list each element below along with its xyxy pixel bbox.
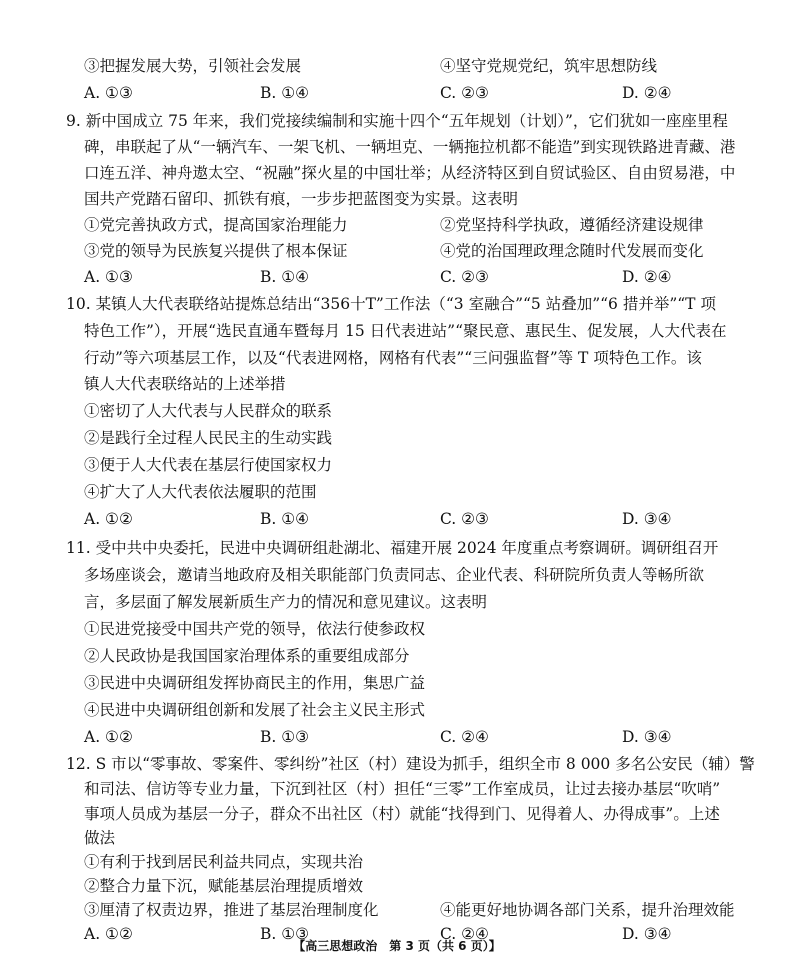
q9-answer-d: D. ②④ (622, 268, 672, 286)
q9-stem-line-3: 口连五洋、神舟遨太空、“祝融”探火星的中国壮举；从经济特区到自贸试验区、自由贸易港，中 (84, 164, 736, 182)
q12-answer-d: D. ③④ (622, 925, 672, 943)
q9-stem-line-1: 9. 新中国成立 75 年来，我们党接续编制和实施十四个“五年规划（计划）”，它们犹如一座座里程 (66, 112, 728, 130)
q12-option-3: ③厘清了权责边界，推进了基层治理制度化 (84, 901, 379, 919)
q10-stem-line-2: 特色工作”），开展“选民直通车暨每月 15 日代表进站”“聚民意、惠民生、促发展，人大代表在 (84, 322, 727, 340)
q11-option-4: ④民进中央调研组创新和发展了社会主义民主形式 (84, 701, 426, 719)
q10-option-1: ①密切了人大代表与人民群众的联系 (84, 402, 333, 420)
q11-answer-a: A. ①② (84, 728, 133, 746)
q12-stem-line-3: 事项人员成为基层一分子，群众不出社区（村）就能“找得到门、见得着人、办得成事”。上述 (84, 805, 720, 823)
q10-answer-c: C. ②③ (440, 510, 489, 528)
q8-answer-b: B. ①④ (260, 84, 310, 102)
q11-stem-line-1: 11. 受中共中央委托，民进中央调研组赴湖北、福建开展 2024 年度重点考察调研。调研组召开 (66, 539, 719, 557)
q9-stem-line-2: 碑，串联起了从“一辆汽车、一架飞机、一辆坦克、一辆拖拉机都不能造”到实现铁路进青藏、港 (84, 138, 736, 156)
q9-option-1: ①党完善执政方式，提高国家治理能力 (84, 216, 348, 234)
q9-option-2: ②党坚持科学执政，遵循经济建设规律 (440, 216, 704, 234)
q9-answer-b: B. ①④ (260, 268, 310, 286)
q11-stem-line-3: 言，多层面了解发展新质生产力的情况和意见建议。这表明 (84, 593, 488, 611)
q10-answer-a: A. ①② (84, 510, 133, 528)
q8-answer-c: C. ②③ (440, 84, 489, 102)
q12-option-1: ①有利于找到居民利益共同点，实现共治 (84, 853, 364, 871)
q9-stem-line-4: 国共产党踏石留印、抓铁有痕，一步步把蓝图变为实景。这表明 (84, 190, 519, 208)
q9-option-3: ③党的领导为民族复兴提供了根本保证 (84, 242, 348, 260)
q11-answer-d: D. ③④ (622, 728, 672, 746)
q12-option-2: ②整合力量下沉，赋能基层治理提质增效 (84, 877, 364, 895)
q10-answer-b: B. ①④ (260, 510, 310, 528)
q12-answer-b: B. ①③ (260, 925, 310, 943)
q11-option-1: ①民进党接受中国共产党的领导，依法行使参政权 (84, 620, 426, 638)
q10-option-2: ②是践行全过程人民民主的生动实践 (84, 429, 333, 447)
q10-option-4: ④扩大了人大代表依法履职的范围 (84, 483, 317, 501)
q11-answer-b: B. ①③ (260, 728, 310, 746)
q12-stem-line-4: 做法 (84, 829, 116, 847)
q12-answer-a: A. ①② (84, 925, 133, 943)
q10-option-3: ③便于人大代表在基层行使国家权力 (84, 456, 333, 474)
q12-stem-line-1: 12. S 市以“零事故、零案件、零纠纷”社区（村）建设为抓手，组织全市 8 000 多名公安民（辅）警 (66, 755, 755, 773)
q8-option-3: ③把握发展大势，引领社会发展 (84, 57, 302, 75)
q12-answer-c: C. ②④ (440, 925, 489, 943)
q9-answer-a: A. ①③ (84, 268, 133, 286)
q9-answer-c: C. ②③ (440, 268, 489, 286)
q11-option-3: ③民进中央调研组发挥协商民主的作用，集思广益 (84, 674, 426, 692)
q10-answer-d: D. ③④ (622, 510, 672, 528)
q8-option-4: ④坚守党规党纪，筑牢思想防线 (440, 57, 658, 75)
q10-stem-line-3: 行动”等六项基层工作，以及“代表进网格，网格有代表”“三问强监督”等 T 项特色工作。该 (84, 349, 702, 367)
q12-stem-line-2: 和司法、信访等专业力量，下沉到社区（村）担任“三零”工作室成员，让过去接办基层“吹哨” (84, 780, 721, 798)
q8-answer-a: A. ①③ (84, 84, 133, 102)
q11-option-2: ②人民政协是我国国家治理体系的重要组成部分 (84, 647, 410, 665)
q8-answer-d: D. ②④ (622, 84, 672, 102)
q11-stem-line-2: 多场座谈会，邀请当地政府及相关职能部门负责同志、企业代表、科研院所负责人等畅所欲 (84, 566, 705, 584)
page-footer: 【高三思想政治 第 3 页（共 6 页）】 (293, 939, 501, 953)
q9-option-4: ④党的治国理政理念随时代发展而变化 (440, 242, 704, 260)
q10-stem-line-4: 镇人大代表联络站的上述举措 (84, 375, 286, 393)
q10-stem-line-1: 10. 某镇人大代表联络站提炼总结出“356十T”工作法（“3 室融合”“5 站叠加”“6 措并举”“T 项 (66, 295, 716, 313)
q12-option-4: ④能更好地协调各部门关系，提升治理效能 (440, 901, 735, 919)
q11-answer-c: C. ②④ (440, 728, 489, 746)
